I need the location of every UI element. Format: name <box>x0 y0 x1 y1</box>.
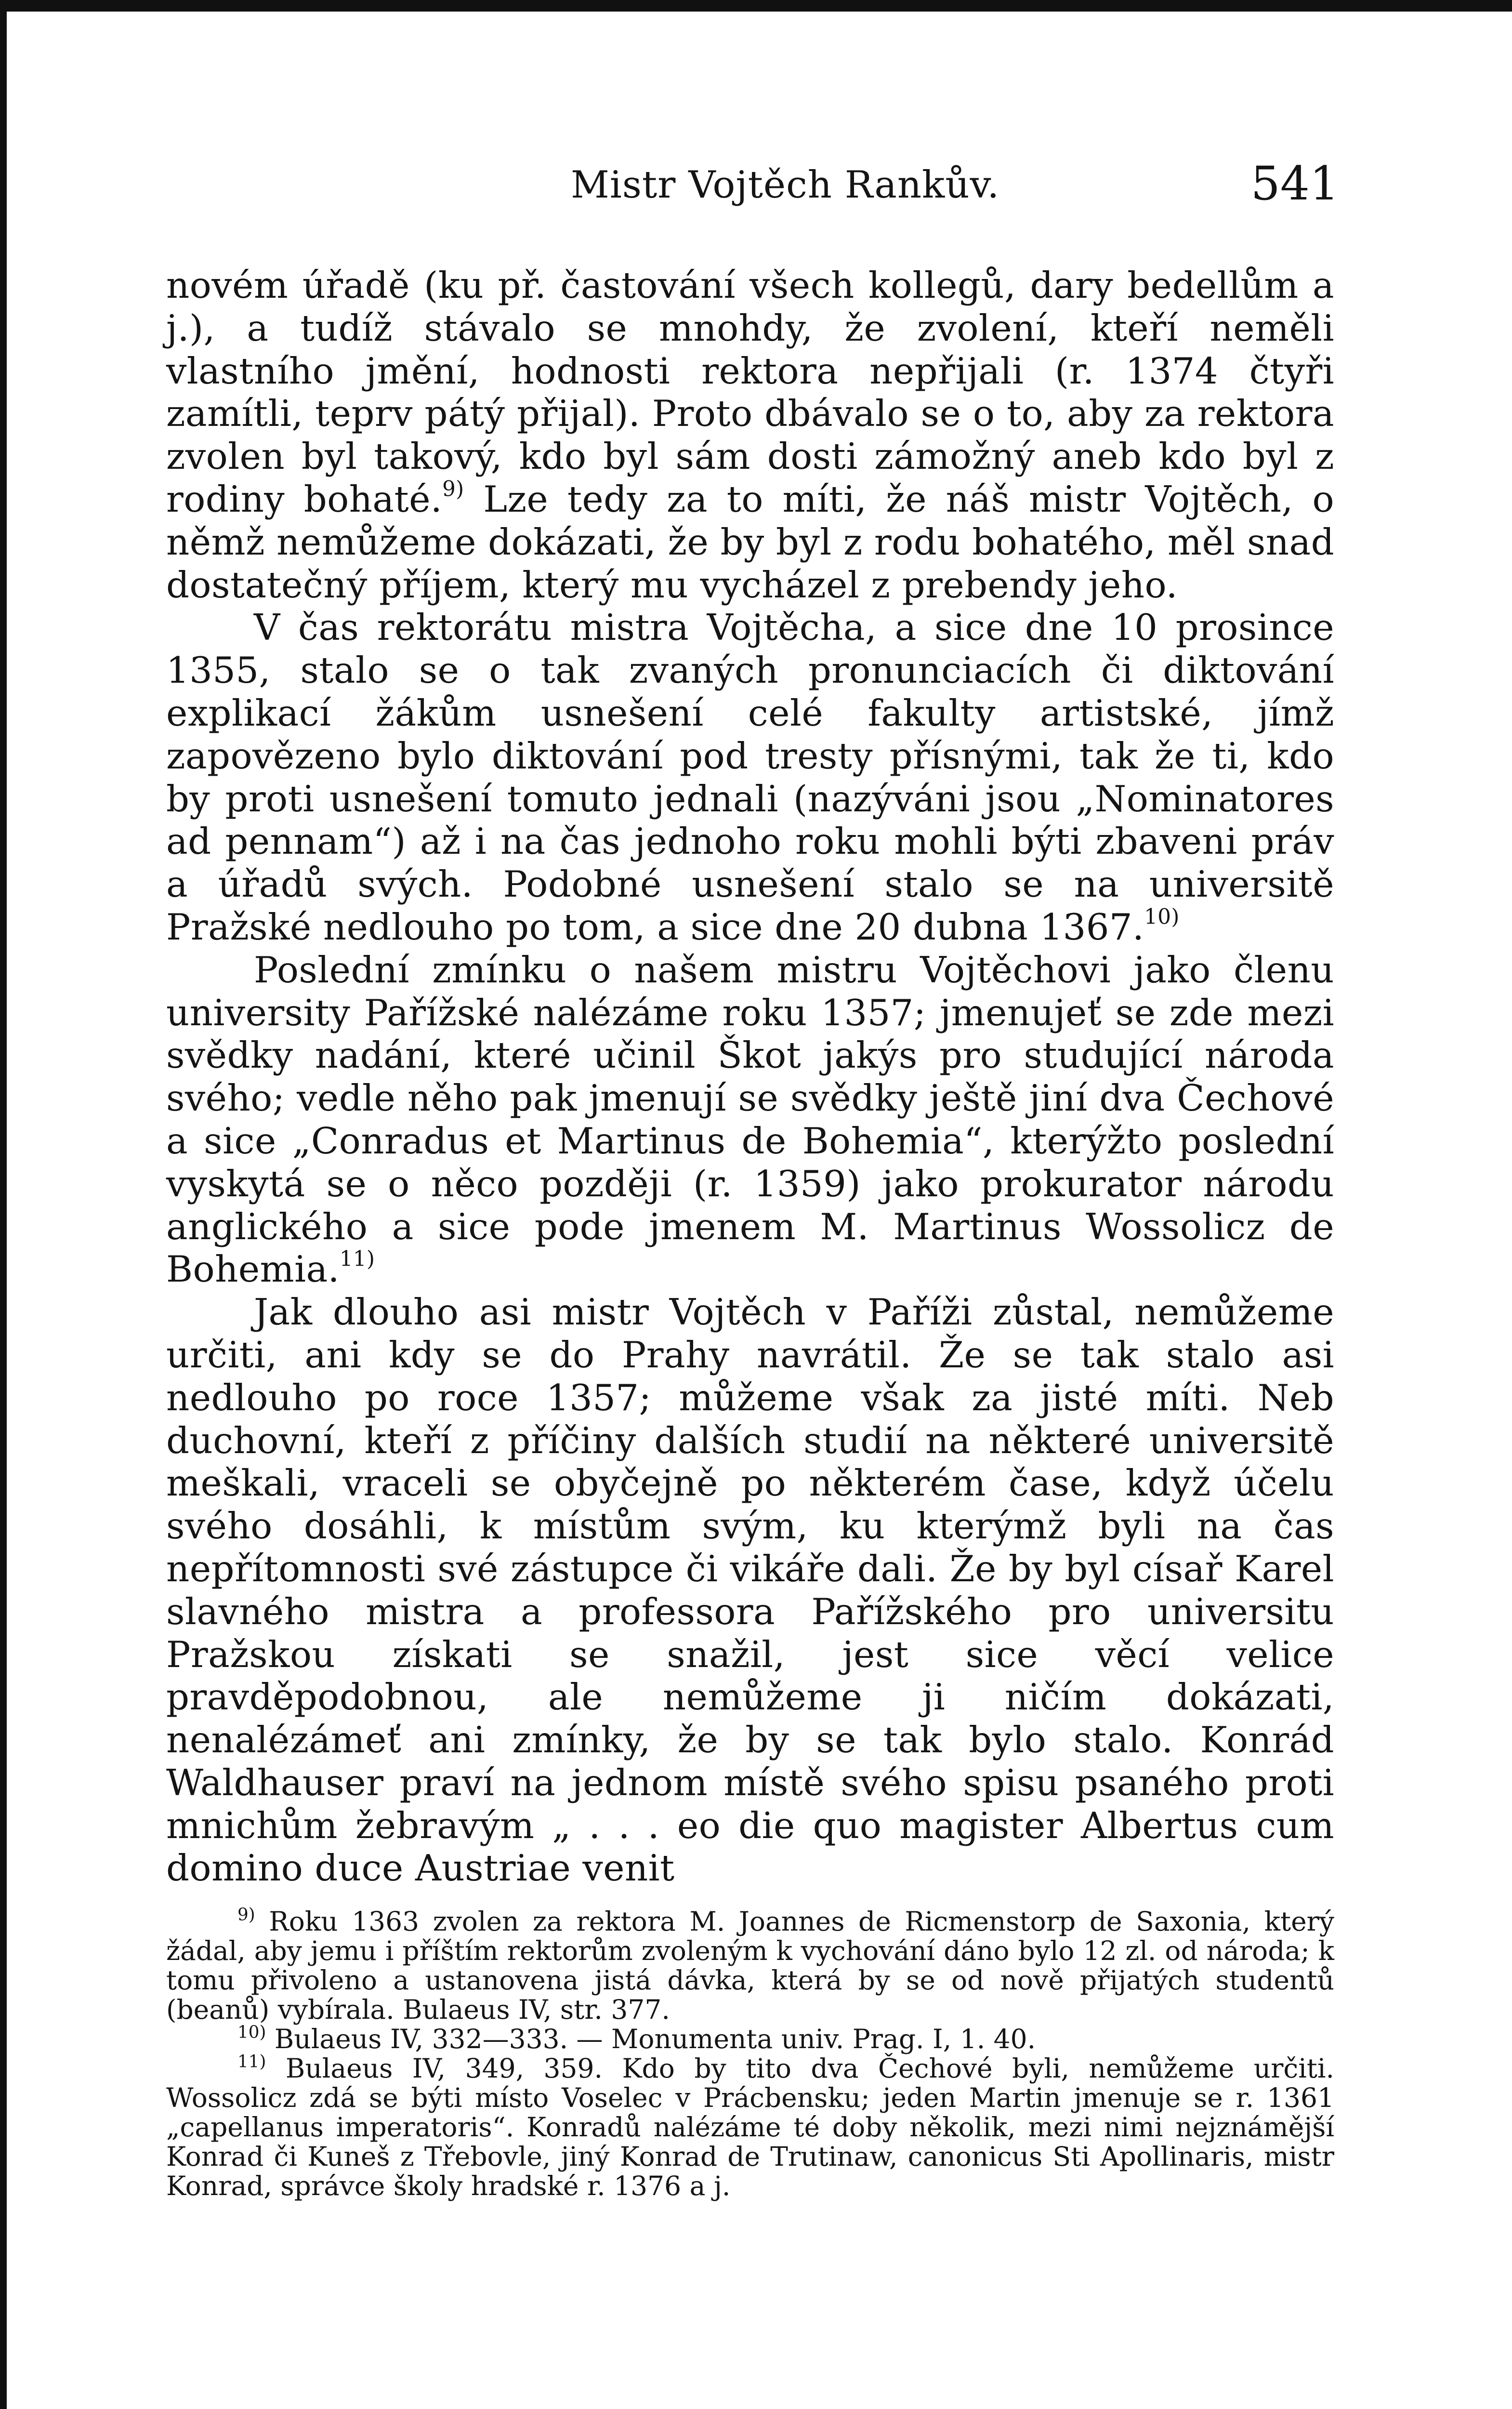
paragraph <box>166 606 1334 948</box>
footnote <box>166 2022 1334 2054</box>
paragraph-text: Jak dlouho asi mistr Vojtěch v Paříži zůstal, nemůžeme určiti, ani kdy se do Prahy navrátil. Že se tak stalo asi nedlouho po roce 1357; můžeme však za jisté míti. Neb duchovní, kteří z příčiny dalších studií na některé universitě meškali, vraceli se obyčejně po některém čase, když účelu svého dosáhli, k místům svým, ku kterýmž byli na čas nepřítomnosti své zástupce či vikáře dali. Že by byl císař Karel slavného mistra a professora Pařížského pro universitu Pražskou získati se snažil, jest sice věcí velice pravděpodobnou, ale nemůžeme ji ničím dokázati, nenalézámeť ani zmínky, že by se tak bylo stalo. Konrád Waldhauser praví na jednom místě svého spisu psaného proti mnichům žebravým „ . . . eo die quo magister Albertus cum domino duce Austriae venit <box>166 1291 1334 1890</box>
footnote-text: Bulaeus IV, 349, 359. Kdo by tito dva Čechové byli, nemůžeme určiti. Wossolicz zdá se býti místo Voselec v Prácbensku; jeden Martin jmenuje se r. 1361 „capellanus imperatoris“. Konradů nalézáme té doby několik, mezi nimi nejznámější Konrad či Kuneš z Třebovle, jiný Konrad de Trutinaw, canonicus Sti Apollinaris, mistr Konrad, správce školy hradské r. 1376 a j. <box>166 2053 1334 2201</box>
paragraph-text: novém úřadě (ku př. častování všech kollegů, dary bedellům a j.), a tudíž stávalo se mnohdy, že zvolení, kteří neměli vlastního jmění, hodnosti rektora nepřijali (r. 1374 čtyři zamítli, teprv pátý přijal). Proto dbávalo se o to, aby za rektora zvolen byl takový, kdo byl sám dosti zámožný aneb kdo byl z rodiny bohaté. <box>166 264 1334 520</box>
paragraph <box>166 1291 1334 1890</box>
footnotes <box>166 1907 1334 2201</box>
paragraph-text: Poslední zmínku o našem mistru Vojtěchovi jako členu university Pařížské nalézáme roku 1357; jmenujeť se zde mezi svědky nadání, které učinil Škot jakýs pro studující národa svého; vedle něho pak jmenují se svědky ještě jiní dva Čechové a sice „Conradus et Martinus de Bohemia“, kterýžto poslední vyskytá se o něco později (r. 1359) jako prokurator národu anglického a sice pode jmenem M. Martinus Wossolicz de Bohemia. <box>166 948 1334 1291</box>
paragraph-text: Lze tedy za to míti, že náš mistr Vojtěch, o němž nemůžeme dokázati, že by byl z rodu bohatého, měl snad dostatečný příjem, který mu vycházel z prebendy jeho. <box>166 477 1335 606</box>
footnote-mark: 11) <box>237 2052 266 2072</box>
footnote-text: Bulaeus IV, 332—333. — Monumenta univ. Prag. I, 1. 40. <box>266 2024 1036 2054</box>
scan-border-top <box>0 0 1512 12</box>
footnote-ref: 9) <box>442 477 464 502</box>
scan-border-left <box>0 0 7 2409</box>
footnote-ref: 10) <box>1144 905 1180 929</box>
main-text <box>166 264 1334 1890</box>
running-title: Mistr Vojtěch Rankův. <box>571 163 1000 207</box>
page-number: 541 <box>1250 157 1339 211</box>
footnote-text: Roku 1363 zvolen za rektora M. Joannes de Ricmenstorp de Saxonia, který žádal, aby jemu i příštím rektorům zvoleným k vychování dáno bylo 12 zl. od národa; k tomu přivoleno a ustanovena jistá dávka, která by se od nově přijatých studentů (beanů) vybírala. Bulaeus IV, str. 377. <box>166 1906 1334 2025</box>
footnote-ref: 11) <box>339 1247 375 1271</box>
paragraph-text: V čas rektorátu mistra Vojtěcha, a sice dne 10 prosince 1355, stalo se o tak zvaných pronunciacích či diktování explikací žákům usnešení celé fakulty artistské, jímž zapovězeno bylo diktování pod tresty přísnými, tak že ti, kdo by proti usnešení tomuto jednali (nazýváni jsou „Nominatores ad pennam“) až i na čas jednoho roku mohli býti zbaveni práv a úřadů svých. Podobné usnešení stalo se na universitě Pražské nedlouho po tom, a sice dne 20 dubna 1367. <box>166 606 1334 948</box>
paragraph <box>166 264 1334 606</box>
footnote-mark: 9) <box>237 1905 255 1925</box>
footnote <box>166 2054 1334 2201</box>
paragraph <box>166 949 1334 1291</box>
footnote-mark: 10) <box>237 2022 266 2042</box>
footnote <box>166 1907 1334 2025</box>
